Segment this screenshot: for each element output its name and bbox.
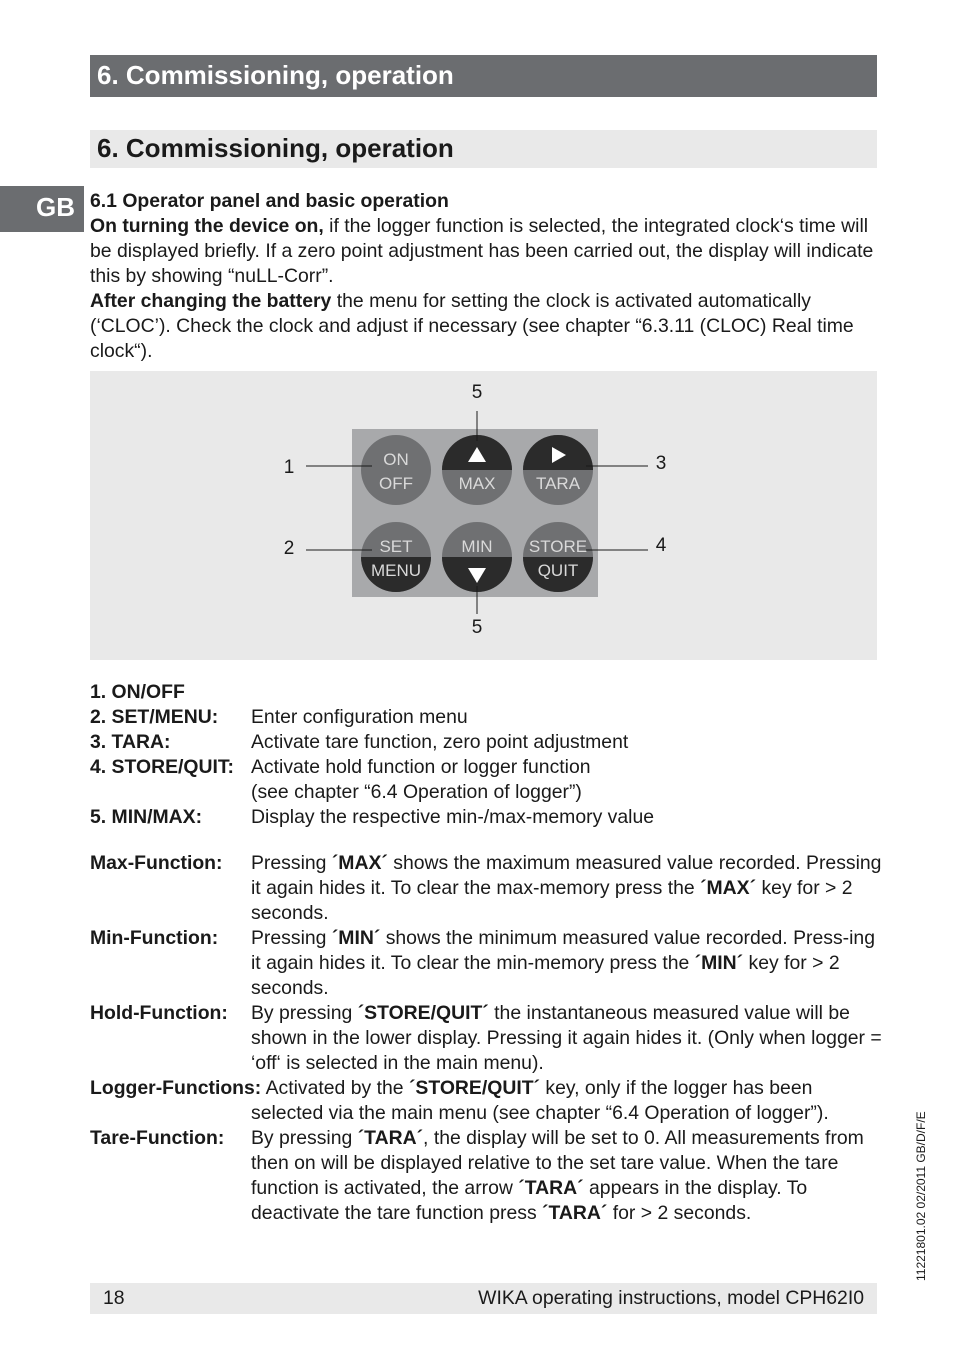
function-label: Logger-Functions: — [90, 1077, 262, 1099]
set-menu-key-line2: MENU — [370, 561, 422, 580]
list-item — [90, 755, 890, 805]
callout-5-bottom: 5 — [471, 617, 483, 638]
section-heading — [90, 130, 877, 168]
function-desc: By pressing ´TARA´, the display will be set to 0. All measurements from then on will be displayed relative to the set tare value. When the tare function is activated, the arrow ´TARA´ appears in the display. To deactivate the tare function press ´TARA´ for > 2 seconds. — [251, 1127, 864, 1224]
page-number: 18 — [103, 1287, 125, 1309]
function-desc: selected via the main menu (see chapter “6.4 Operation of logger”). — [251, 1102, 829, 1124]
intro-p1-bold: On turning the device on, — [90, 215, 324, 237]
function-desc: Pressing ´MIN´ shows the minimum measured value recorded. Press-ing it again hides it. To clear the min-memory press the ´MIN´ key for > 2 seconds. — [251, 927, 875, 999]
footer-title: WIKA operating instructions, model CPH62I0 — [478, 1287, 864, 1309]
on-off-key — [361, 435, 431, 505]
section-heading-title: 6. Commissioning, operation — [97, 133, 454, 163]
on-off-key-line1: ON — [383, 450, 409, 469]
list-item-desc: Enter configuration menu — [251, 706, 468, 728]
store-quit-key-line2: QUIT — [537, 561, 579, 580]
function-label: Min-Function: — [90, 927, 219, 949]
function-label: Tare-Function: — [90, 1127, 225, 1149]
store-quit-key-line1: STORE — [528, 537, 588, 556]
list-item — [90, 680, 890, 705]
function-hold — [90, 1001, 890, 1076]
language-tab — [0, 186, 84, 232]
document-code: 11221801.02 02/2011 GB/D/F/E — [914, 1111, 928, 1281]
function-label: Max-Function: — [90, 852, 223, 874]
list-item — [90, 730, 890, 755]
set-menu-key-line1: SET — [379, 537, 413, 556]
chapter-banner — [90, 55, 877, 97]
intro-paragraph-1 — [90, 214, 890, 289]
operator-panel-diagram — [90, 371, 877, 660]
min-key-label: MIN — [461, 537, 493, 556]
intro-p1-text: if the logger function is selected, the integrated clock‘s time will be displayed briefly. If a zero point adjustment has been carried out, the display will indicate this by showing “nuLL-Corr”. — [90, 215, 874, 287]
function-label: Hold-Function: — [90, 1002, 228, 1024]
tara-key-label: TARA — [535, 474, 581, 493]
callout-5-top: 5 — [471, 382, 483, 403]
callout-3: 3 — [655, 453, 667, 474]
page-footer — [90, 1283, 877, 1314]
function-max — [90, 851, 890, 926]
on-off-key-line2: OFF — [379, 474, 413, 493]
intro-paragraph-2 — [90, 289, 890, 364]
function-desc: Pressing ´MAX´ shows the maximum measured value recorded. Pressing it again hides it. To clear the max-memory press the ´MAX´ key for > 2 seconds. — [251, 852, 882, 924]
list-item-key: 4. STORE/QUIT: — [90, 756, 235, 778]
subheading: 6.1 Operator panel and basic operation — [90, 190, 449, 212]
max-key-label: MAX — [458, 474, 496, 493]
function-desc: By pressing ´STORE/QUIT´ the instantaneous measured value will be shown in the lower display. Pressing it again hides it. (Only when logger = ‘off‘ is selected in the main menu). — [251, 1002, 882, 1074]
list-item — [90, 805, 890, 830]
list-item-desc: Activate tare function, zero point adjustment — [251, 731, 629, 753]
function-min — [90, 926, 890, 1001]
intro-p2-bold: After changing the battery — [90, 290, 332, 312]
list-item-desc: Display the respective min-/max-memory value — [251, 806, 655, 828]
list-item-desc — [251, 680, 890, 705]
intro-text — [90, 189, 890, 364]
function-logger: Logger-Functions: Activated by the ´STORE/QUIT´ key, only if the logger has been selected via the main menu (see chapter “6.4 Operation of logger”). — [90, 1076, 890, 1126]
callout-1: 1 — [283, 457, 295, 478]
chapter-banner-title: 6. Commissioning, operation — [97, 60, 454, 90]
list-item — [90, 705, 890, 730]
list-item-key: 2. SET/MENU: — [90, 706, 219, 728]
language-tab-label: GB — [36, 192, 75, 222]
list-item-key: 1. ON/OFF — [90, 681, 185, 703]
key-description-list — [90, 680, 890, 1226]
list-item-key: 3. TARA: — [90, 731, 171, 753]
function-tare — [90, 1126, 890, 1226]
operator-panel-figure — [90, 371, 877, 660]
callout-4: 4 — [655, 535, 667, 556]
list-item-desc: Activate hold function or logger function (see chapter “6.4 Operation of logger”) — [251, 756, 591, 803]
callout-2: 2 — [283, 538, 295, 559]
list-item-key: 5. MIN/MAX: — [90, 806, 203, 828]
intro-p2-text: the menu for setting the clock is activated automatically (‘CLOC’). Check the clock and adjust if necessary (see chapter “6.3.11 (CLOC) Real time clock“). — [90, 290, 854, 362]
